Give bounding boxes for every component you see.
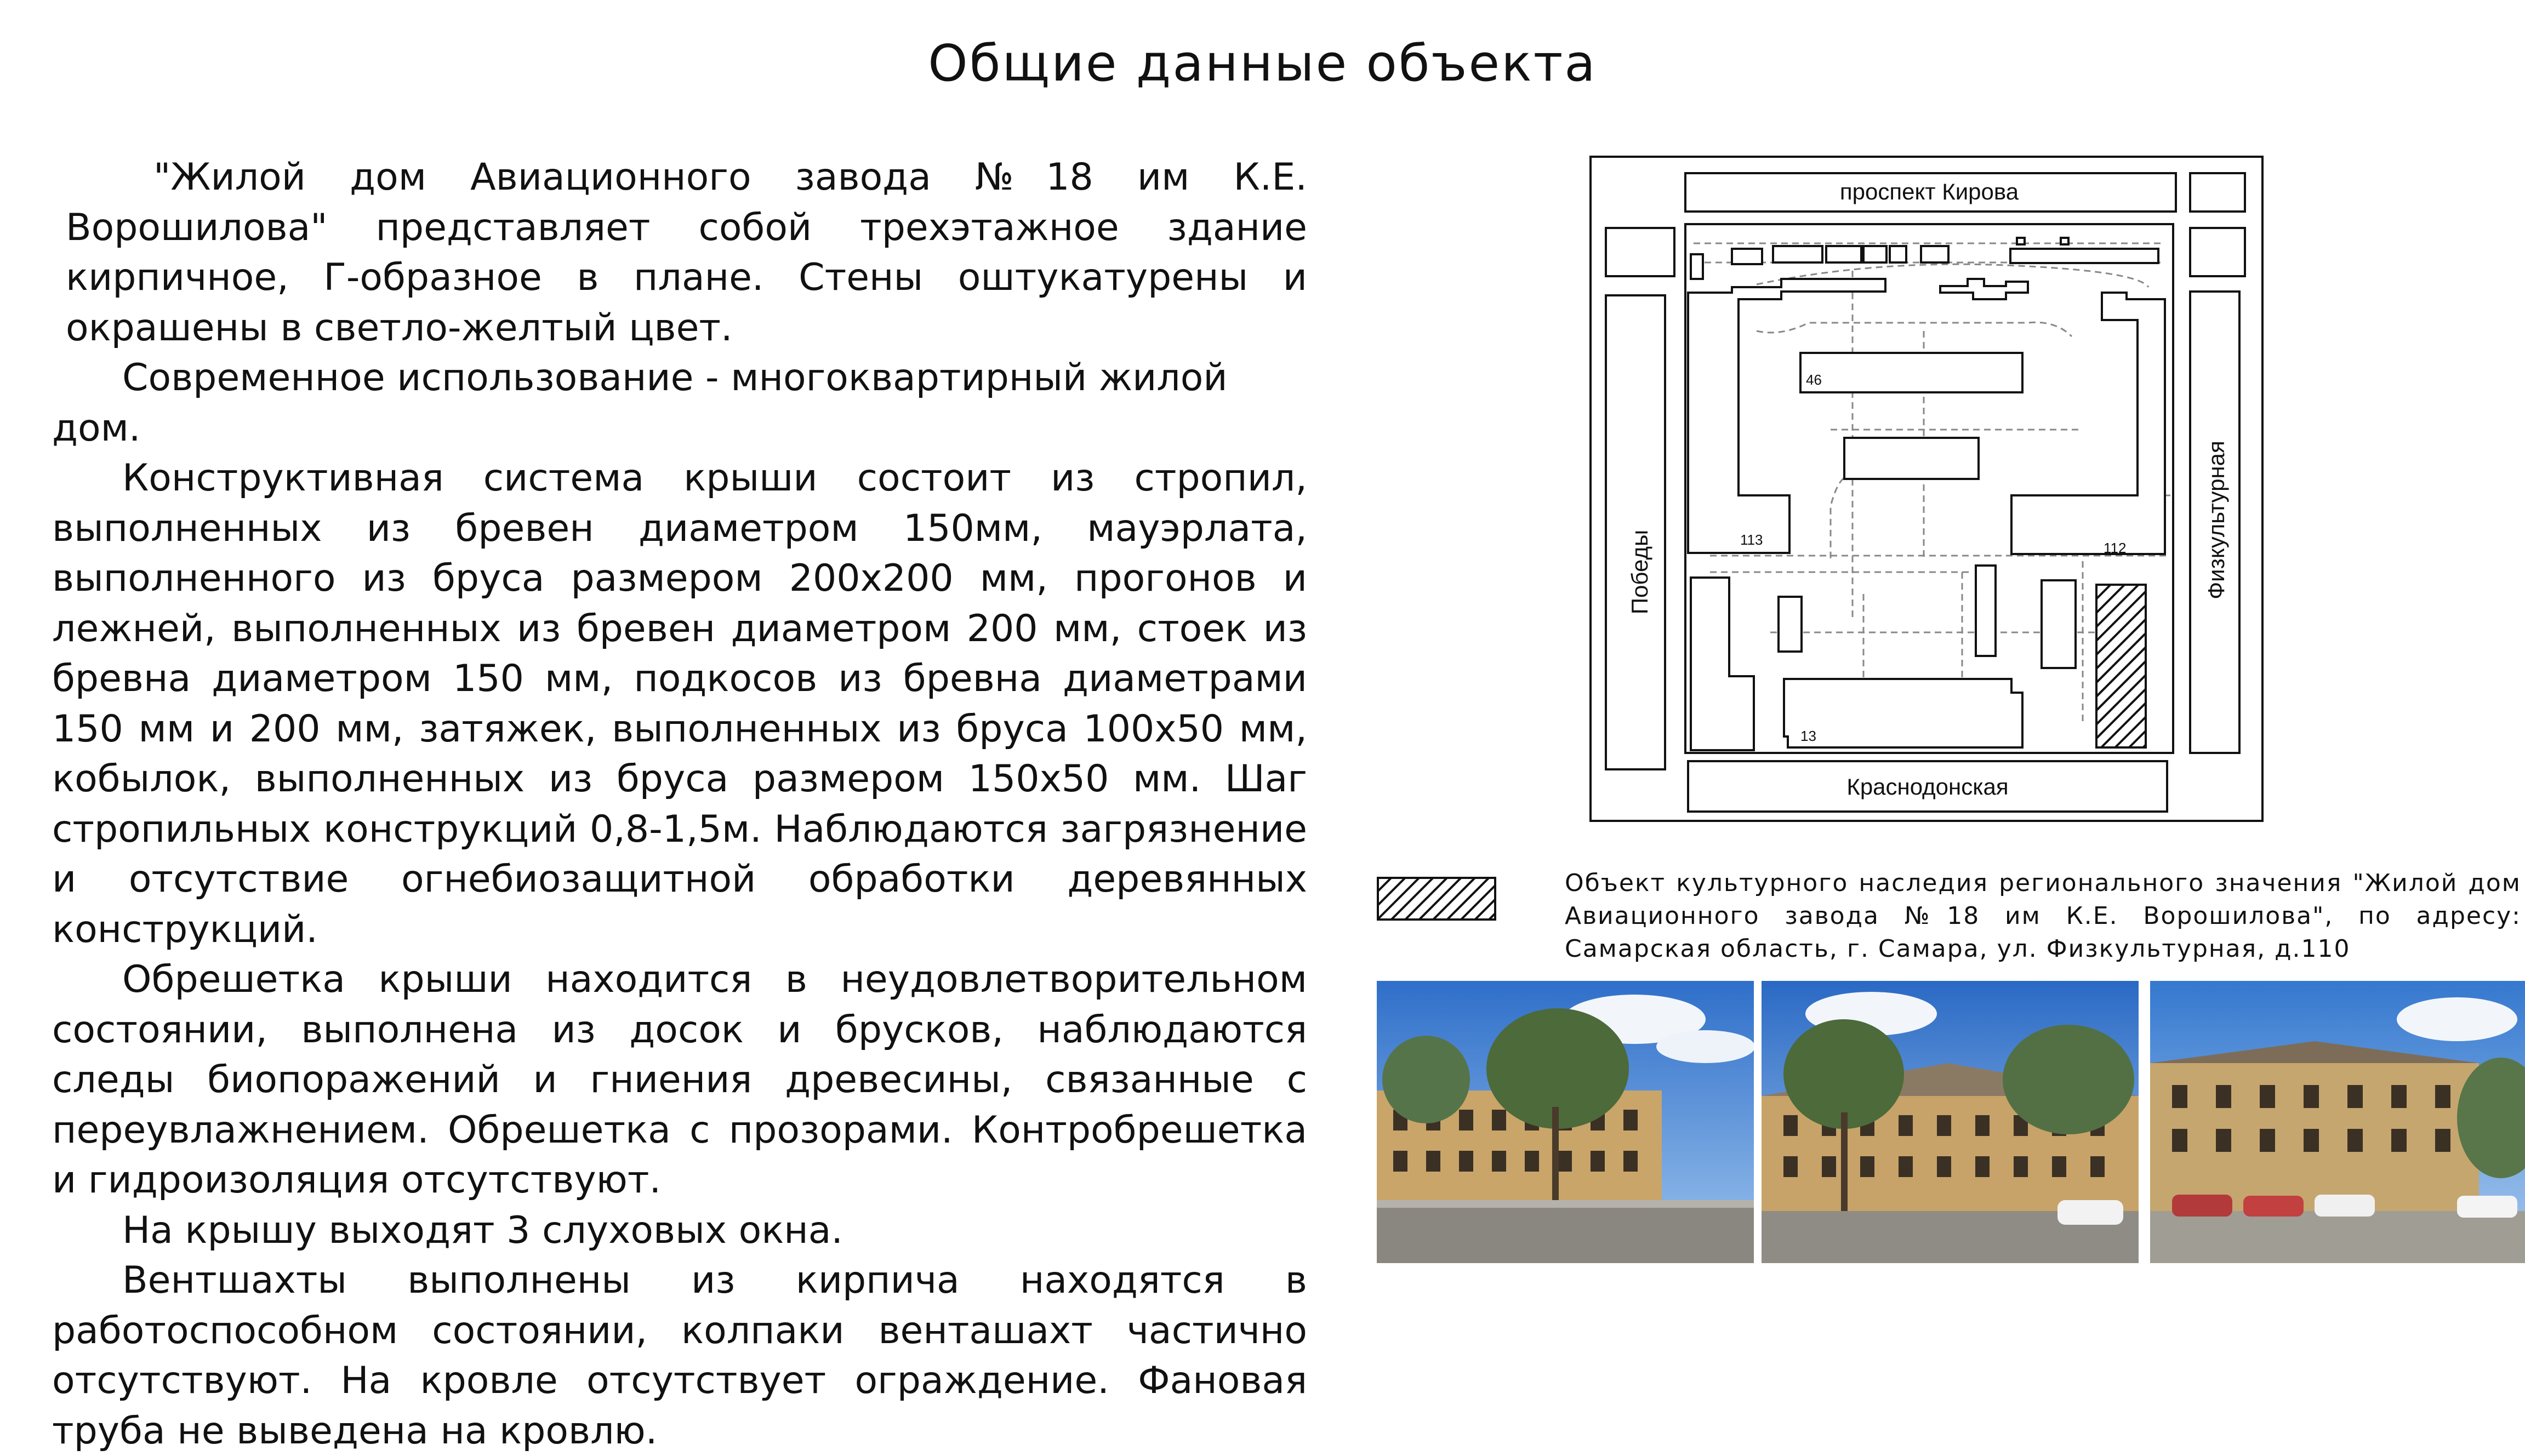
building-photo-3 — [2150, 981, 2525, 1263]
street-top-label: проспект Кирова — [1839, 179, 2019, 204]
heritage-legend-swatch — [1377, 877, 1496, 921]
street-right-label: Физкультурная — [2203, 441, 2229, 599]
building-46 — [1800, 353, 2022, 392]
street-left-label: Победы — [1627, 529, 1652, 615]
building-label-46: 46 — [1806, 372, 1822, 388]
building-113 — [1688, 279, 1885, 553]
paragraph-1: "Жилой дом Авиационного завода №18 им К.Е. Ворошилова" представляет собой трехэтажное здание кирпичное, Г-образное в плане. Стены оштукатурены и окрашены в светло-желтый цвет. — [66, 156, 1307, 350]
paragraph-3: Конструктивная система крыши состоит из стропил, выполненных из бревен диаметром 150мм, мауэрлата, выполненного из бруса размером 200х200 мм, прогонов и лежней, выполненных из бревен диаметром 200 мм, стоек из бревна диаметром 150 мм, подкосов из бревна диаметрами 150 мм и 200 мм, затяжек, выполненных из бруса 100х50 мм, кобылок, выполненных из бруса размером 150х50 мм. Шаг стропильных конструкций 0,8-1,5м. Наблюдаются загрязнение и отсутствие огнебиозащитной обработки деревянных конструкций. — [52, 456, 1307, 951]
page-title: Общие данные объекта — [928, 34, 1597, 93]
street-bottom-label: Краснодонская — [1846, 774, 2009, 800]
legend-text: Объект культурного наследия регионального значения "Жилой дом Авиационного завода №18 им К.Е. Ворошилова", по адресу: Самарская область, г. Самара, ул. Физкультурная, д.110 — [1565, 869, 2521, 963]
building-13 — [1784, 679, 2022, 747]
building-112 — [2011, 293, 2165, 554]
description-text — [52, 152, 1307, 1456]
paragraph-4: Обрешетка крыши находится в неудовлетворительном состоянии, выполнена из досок и брусков, наблюдаются следы биопоражений и гниения древесины, связанные с переувлажнением. Обрешетка с прозорами. Контробрешетка и гидроизоляция отсутствуют. — [52, 958, 1307, 1202]
paragraph-5: На крышу выходят 3 слуховых окна. — [122, 1208, 843, 1252]
building-photo-2 — [1762, 981, 2139, 1263]
building-photo-1 — [1377, 981, 1754, 1263]
site-plan — [1589, 156, 2265, 823]
building-label-13: 13 — [1800, 728, 1816, 744]
paragraph-2: Современное использование - многоквартирный жилой дом. — [52, 356, 1228, 450]
heritage-object-hatched — [2096, 585, 2146, 747]
building-label-113: 113 — [1740, 532, 1763, 548]
paragraph-6: Вентшахты выполнены из кирпича находятся в работоспособном состоянии, колпаки венташахт частично отсутствуют. На кровле отсутствует ограждение. Фановая труба не выведена на кровлю. — [52, 1259, 1307, 1453]
building-label-112: 112 — [2104, 540, 2127, 556]
